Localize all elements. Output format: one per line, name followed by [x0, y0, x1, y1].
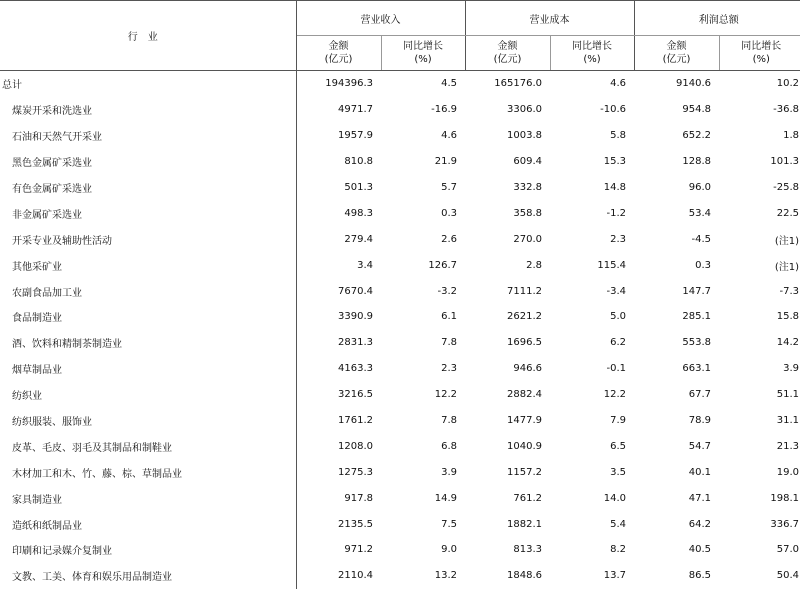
table-row [0, 278, 800, 304]
industry-name-cell: 酒、饮料和精制茶制造业 [0, 330, 296, 356]
profit-amount-cell: 53.4 [688, 207, 711, 219]
cost-amount-cell: 1477.9 [507, 415, 542, 427]
cost-amount-cell: 1003.8 [507, 130, 542, 142]
industry-name-cell: 有色金属矿采选业 [0, 175, 296, 201]
cost-growth-cell: 5.0 [610, 311, 626, 323]
revenue-group-header: 营业收入 [296, 1, 465, 36]
profit-amount-cell: 285.1 [682, 311, 711, 323]
table-row [0, 408, 800, 434]
profit-growth-cell: 15.8 [776, 311, 799, 323]
growth-label: 同比增长 [403, 41, 443, 52]
revenue-amount-header [296, 36, 381, 71]
profit-growth-cell: 22.5 [776, 207, 799, 219]
revenue-amount-cell: 1275.3 [338, 466, 373, 478]
cost-growth-cell: 2.3 [610, 233, 626, 245]
profit-growth-cell: 50.4 [776, 570, 799, 582]
table-row [0, 252, 800, 278]
table-row [0, 563, 800, 589]
growth-label: 同比增长 [572, 41, 612, 52]
table-row [0, 382, 800, 408]
cost-amount-cell: 165176.0 [494, 78, 542, 90]
profit-amount-cell: 78.9 [688, 415, 711, 427]
cost-amount-cell: 2621.2 [507, 311, 542, 323]
revenue-amount-cell: 3216.5 [338, 389, 373, 401]
table-row [0, 459, 800, 485]
industry-name-cell: 开采专业及辅助性活动 [0, 226, 296, 252]
industry-name-cell: 其他采矿业 [0, 252, 296, 278]
revenue-amount-cell: 2135.5 [338, 518, 373, 530]
revenue-growth-cell: 6.8 [441, 440, 457, 452]
revenue-amount-cell: 194396.3 [325, 78, 373, 90]
profit-growth-header [719, 36, 800, 71]
industry-name-cell: 食品制造业 [0, 304, 296, 330]
revenue-amount-cell: 498.3 [344, 207, 373, 219]
table-row [0, 123, 800, 149]
table-row [0, 149, 800, 175]
cost-amount-cell: 358.8 [513, 207, 542, 219]
industry-name-cell: 黑色金属矿采选业 [0, 149, 296, 175]
cost-amount-cell: 3306.0 [507, 104, 542, 116]
industry-name-cell: 石油和天然气开采业 [0, 123, 296, 149]
profit-amount-cell: 47.1 [688, 492, 711, 504]
profit-growth-cell: 14.2 [776, 337, 799, 349]
revenue-amount-cell: 3390.9 [338, 311, 373, 323]
revenue-growth-cell: 126.7 [428, 259, 457, 271]
table-row [0, 330, 800, 356]
cost-group-header: 营业成本 [465, 1, 634, 36]
cost-growth-cell: 3.5 [610, 466, 626, 478]
profit-growth-cell: 51.1 [776, 389, 799, 401]
revenue-amount-cell: 1761.2 [338, 415, 373, 427]
cost-growth-cell: 13.7 [603, 570, 626, 582]
cost-amount-cell: 7111.2 [507, 285, 542, 297]
cost-growth-cell: -3.4 [606, 285, 626, 297]
cost-growth-cell: 4.6 [610, 78, 626, 90]
revenue-amount-cell: 4971.7 [338, 104, 373, 116]
cost-amount-cell: 1696.5 [507, 337, 542, 349]
cost-amount-header [465, 36, 550, 71]
profit-amount-cell: 96.0 [688, 182, 711, 193]
table-row [0, 71, 800, 97]
cost-amount-cell: 1882.1 [507, 518, 542, 530]
revenue-growth-cell: 0.3 [441, 207, 457, 219]
profit-amount-cell: 954.8 [682, 104, 711, 116]
table-row [0, 485, 800, 511]
cost-amount-cell: 1848.6 [507, 570, 542, 582]
profit-amount-cell: 553.8 [682, 337, 711, 349]
cost-growth-cell: 5.8 [610, 130, 626, 142]
amount-label: 金额 [497, 41, 518, 52]
profit-growth-cell: 101.3 [770, 156, 799, 168]
cost-growth-cell: -10.6 [600, 104, 626, 116]
profit-growth-cell: 57.0 [776, 544, 799, 556]
table-row [0, 537, 800, 563]
profit-amount-header [634, 36, 719, 71]
revenue-amount-cell: 1957.9 [338, 130, 373, 142]
table-row [0, 97, 800, 123]
profit-amount-cell: 40.5 [688, 544, 711, 556]
cost-amount-cell: 2.8 [526, 259, 542, 271]
profit-amount-cell: 128.8 [682, 156, 711, 168]
cost-amount-cell: 270.0 [513, 233, 542, 245]
growth-unit: (%) [414, 54, 432, 65]
profit-growth-cell: (注1) [774, 235, 799, 247]
revenue-growth-cell: -16.9 [431, 104, 457, 116]
cost-growth-cell: 7.9 [610, 415, 626, 427]
cost-amount-cell: 332.8 [513, 182, 542, 193]
revenue-growth-cell: 9.0 [441, 544, 457, 556]
cost-growth-cell: 5.4 [610, 518, 626, 530]
revenue-growth-cell: 7.8 [441, 415, 457, 427]
profit-growth-cell: -25.8 [773, 182, 799, 193]
cost-growth-cell: 14.8 [603, 182, 626, 193]
revenue-amount-cell: 4163.3 [338, 363, 373, 375]
revenue-growth-cell: 7.8 [441, 337, 457, 349]
cost-growth-cell: -0.1 [606, 363, 626, 375]
profit-group-header: 利润总额 [634, 1, 800, 36]
table-row [0, 433, 800, 459]
revenue-growth-cell: 2.3 [441, 363, 457, 375]
cost-growth-cell: 6.2 [610, 337, 626, 349]
profit-growth-cell: 21.3 [776, 440, 799, 452]
industry-name-cell: 纺织服装、服饰业 [0, 408, 296, 434]
profit-growth-cell: -36.8 [773, 104, 799, 116]
profit-amount-cell: 147.7 [682, 285, 711, 297]
revenue-growth-cell: 2.6 [441, 233, 457, 245]
revenue-growth-cell: 6.1 [441, 311, 457, 323]
profit-growth-cell: 198.1 [770, 492, 799, 504]
revenue-growth-cell: 12.2 [434, 389, 457, 401]
revenue-amount-cell: 971.2 [344, 544, 373, 556]
growth-label: 同比增长 [741, 41, 782, 52]
amount-unit: (亿元) [324, 54, 353, 65]
revenue-growth-cell: 7.5 [441, 518, 457, 530]
revenue-amount-cell: 501.3 [344, 182, 373, 193]
industry-name-cell: 非金属矿采选业 [0, 200, 296, 226]
cost-amount-cell: 813.3 [513, 544, 542, 556]
amount-unit: (亿元) [493, 54, 522, 65]
revenue-amount-cell: 7670.4 [338, 285, 373, 297]
amount-unit: (亿元) [662, 54, 691, 65]
growth-unit: (%) [752, 54, 770, 65]
table-row [0, 200, 800, 226]
profit-amount-cell: 663.1 [682, 363, 711, 375]
revenue-growth-header [381, 36, 465, 71]
revenue-growth-cell: 4.5 [441, 78, 457, 90]
industry-name-cell: 农副食品加工业 [0, 278, 296, 304]
growth-unit: (%) [583, 54, 601, 65]
profit-amount-cell: 0.3 [695, 259, 711, 271]
revenue-amount-cell: 2831.3 [338, 337, 373, 349]
cost-growth-cell: 115.4 [597, 259, 626, 271]
table-row [0, 175, 800, 201]
amount-label: 金额 [666, 41, 687, 52]
profit-amount-cell: 9140.6 [676, 78, 711, 90]
revenue-amount-cell: 917.8 [344, 492, 373, 504]
profit-growth-cell: 10.2 [776, 78, 799, 90]
cost-growth-cell: 15.3 [603, 156, 626, 168]
industry-name-cell: 文教、工美、体育和娱乐用品制造业 [0, 563, 296, 589]
revenue-growth-cell: 4.6 [441, 130, 457, 142]
industry-header: 行业 [0, 1, 296, 71]
table-body [0, 71, 800, 589]
cost-amount-cell: 2882.4 [507, 389, 542, 401]
table-row [0, 511, 800, 537]
industry-name-cell: 煤炭开采和洗选业 [0, 97, 296, 123]
industry-name-cell: 木材加工和木、竹、藤、棕、草制品业 [0, 459, 296, 485]
revenue-growth-cell: -3.2 [437, 285, 457, 297]
revenue-growth-cell: 14.9 [434, 492, 457, 504]
profit-growth-cell: 3.9 [783, 363, 799, 375]
table-header [0, 1, 800, 71]
revenue-growth-cell: 5.7 [441, 182, 457, 193]
revenue-amount-cell: 1208.0 [338, 440, 373, 452]
profit-growth-cell: 31.1 [776, 415, 799, 427]
profit-amount-cell: 40.1 [688, 466, 711, 478]
cost-growth-cell: -1.2 [606, 207, 626, 219]
profit-amount-cell: 86.5 [688, 570, 711, 582]
table-row [0, 304, 800, 330]
revenue-amount-cell: 3.4 [357, 259, 373, 271]
industry-name-cell: 造纸和纸制品业 [0, 511, 296, 537]
industry-name-cell: 印刷和记录媒介复制业 [0, 537, 296, 563]
cost-amount-cell: 946.6 [513, 363, 542, 375]
cost-amount-cell: 1040.9 [507, 440, 542, 452]
revenue-amount-cell: 810.8 [344, 156, 373, 168]
cost-growth-header [550, 36, 634, 71]
profit-amount-cell: -4.5 [691, 233, 711, 245]
revenue-amount-cell: 279.4 [344, 233, 373, 245]
cost-growth-cell: 6.5 [610, 440, 626, 452]
revenue-growth-cell: 21.9 [434, 156, 457, 168]
cost-growth-cell: 12.2 [603, 389, 626, 401]
cost-growth-cell: 8.2 [610, 544, 626, 556]
table-row [0, 356, 800, 382]
industry-name-cell: 家具制造业 [0, 485, 296, 511]
profit-amount-cell: 64.2 [688, 518, 711, 530]
table-row [0, 226, 800, 252]
profit-growth-cell: -7.3 [779, 285, 799, 297]
profit-amount-cell: 67.7 [688, 389, 711, 401]
industry-name-cell: 纺织业 [0, 382, 296, 408]
industry-name-cell: 烟草制品业 [0, 356, 296, 382]
profit-amount-cell: 652.2 [682, 130, 711, 142]
profit-amount-cell: 54.7 [688, 440, 711, 452]
amount-label: 金额 [328, 41, 349, 52]
profit-growth-cell: 19.0 [776, 466, 799, 478]
cost-growth-cell: 14.0 [603, 492, 626, 504]
industry-name-cell: 总计 [0, 71, 296, 97]
cost-amount-cell: 609.4 [513, 156, 542, 168]
cost-amount-cell: 1157.2 [507, 466, 542, 478]
profit-growth-cell: 336.7 [770, 518, 799, 530]
profit-growth-cell: 1.8 [783, 130, 799, 142]
cost-amount-cell: 761.2 [513, 492, 542, 504]
revenue-growth-cell: 13.2 [434, 570, 457, 582]
industry-name-cell: 皮革、毛皮、羽毛及其制品和制鞋业 [0, 433, 296, 459]
revenue-growth-cell: 3.9 [441, 466, 457, 478]
revenue-amount-cell: 2110.4 [338, 570, 373, 582]
profit-growth-cell: (注1) [774, 261, 799, 273]
